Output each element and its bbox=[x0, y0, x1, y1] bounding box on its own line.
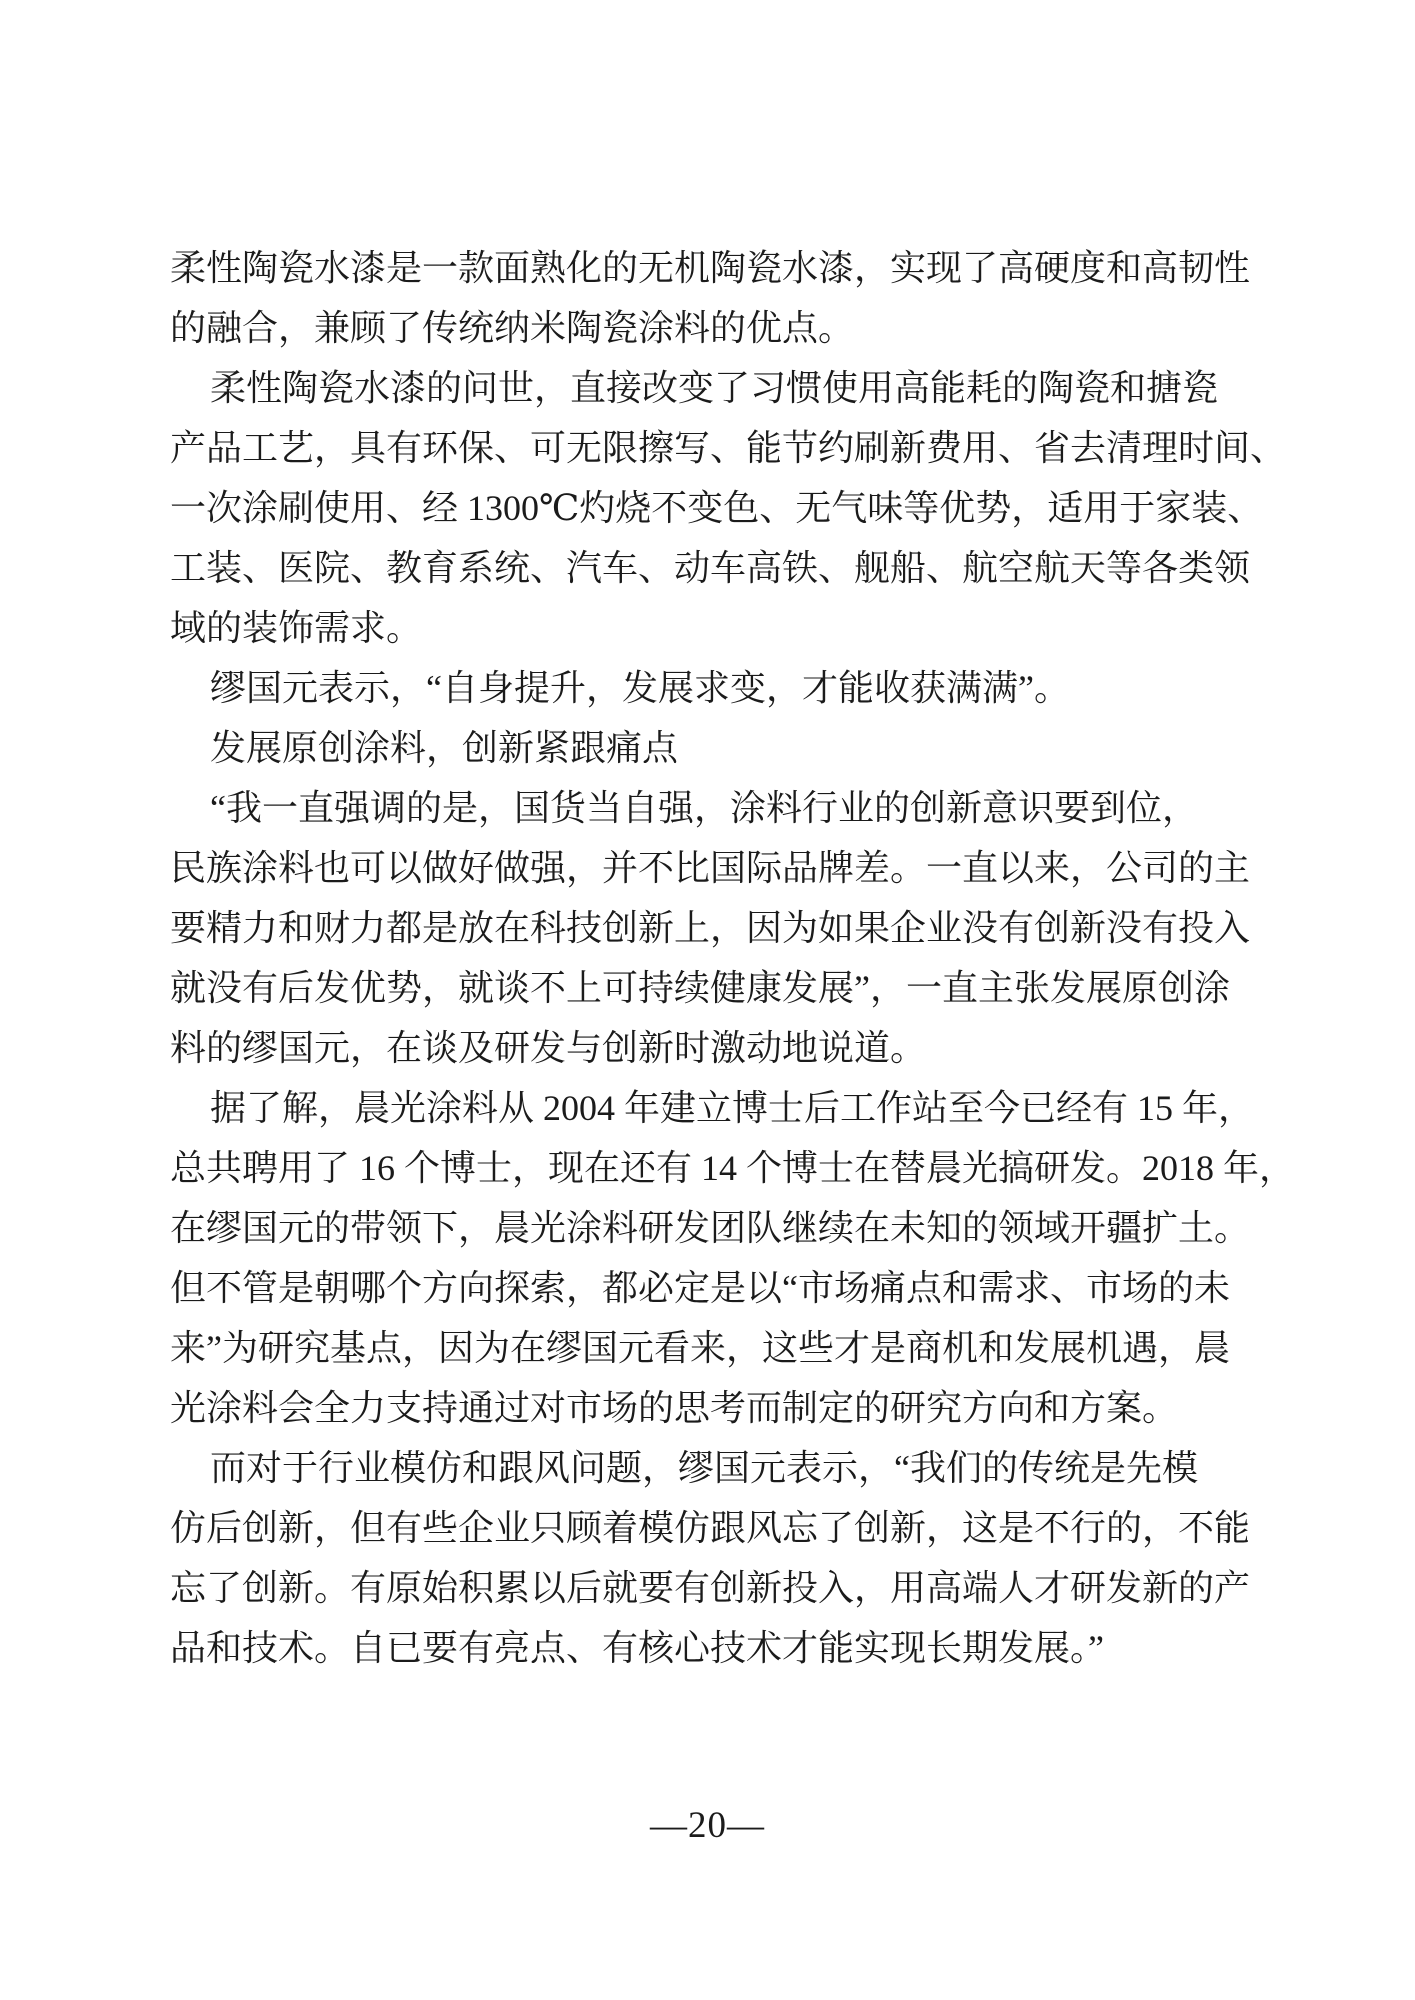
text-line: 据了解，晨光涂料从 2004 年建立博士后工作站至今已经有 15 年， bbox=[210, 1088, 1255, 1128]
text-line: 要精力和财力都是放在科技创新上，因为如果企业没有创新没有投入 bbox=[170, 908, 1251, 948]
text-line: 在缪国元的带领下，晨光涂料研发团队继续在未知的领域开疆扩土。 bbox=[170, 1208, 1251, 1248]
text-line: 总共聘用了 16 个博士，现在还有 14 个博士在替晨光搞研发。2018 年， bbox=[170, 1148, 1296, 1188]
text-line: 一次涂刷使用、经 1300℃灼烧不变色、无气味等优势，适用于家装、 bbox=[170, 488, 1264, 528]
text-line: 光涂料会全力支持通过对市场的思考而制定的研究方向和方案。 bbox=[170, 1388, 1179, 1428]
text-line: 但不管是朝哪个方向探索，都必定是以“市场痛点和需求、市场的未 bbox=[170, 1268, 1230, 1308]
text-line: 而对于行业模仿和跟风问题，缪国元表示，“我们的传统是先模 bbox=[210, 1448, 1198, 1488]
text-line: 产品工艺，具有环保、可无限擦写、能节约刷新费用、省去清理时间、 bbox=[170, 428, 1287, 468]
text-line: 忘了创新。有原始积累以后就要有创新投入，用高端人才研发新的产 bbox=[170, 1568, 1251, 1608]
text-line: “我一直强调的是，国货当自强，涂料行业的创新意识要到位， bbox=[210, 788, 1198, 828]
text-line: 域的装饰需求。 bbox=[170, 608, 423, 648]
text-line: 柔性陶瓷水漆的问世，直接改变了习惯使用高能耗的陶瓷和搪瓷 bbox=[210, 368, 1219, 408]
text-line: 民族涂料也可以做好做强，并不比国际品牌差。一直以来，公司的主 bbox=[170, 848, 1251, 888]
text-line: 缪国元表示，“自身提升，发展求变，才能收获满满”。 bbox=[210, 668, 1070, 708]
text-line: 品和技术。自已要有亮点、有核心技术才能实现长期发展。” bbox=[170, 1628, 1104, 1668]
text-line: 的融合，兼顾了传统纳米陶瓷涂料的优点。 bbox=[170, 308, 855, 348]
text-line: 料的缪国元，在谈及研发与创新时激动地说道。 bbox=[170, 1028, 927, 1068]
page-number: —20— bbox=[650, 1805, 765, 1846]
text-line: 柔性陶瓷水漆是一款面熟化的无机陶瓷水漆，实现了高硬度和高韧性 bbox=[170, 248, 1251, 288]
text-line: 就没有后发优势，就谈不上可持续健康发展”，一直主张发展原创涂 bbox=[170, 968, 1230, 1008]
text-line: 工装、医院、教育系统、汽车、动车高铁、舰船、航空航天等各类领 bbox=[170, 548, 1251, 588]
text-line: 来”为研究基点，因为在缪国元看来，这些才是商机和发展机遇，晨 bbox=[170, 1328, 1230, 1368]
text-line: 仿后创新，但有些企业只顾着模仿跟风忘了创新，这是不行的，不能 bbox=[170, 1508, 1251, 1548]
text-line: 发展原创涂料，创新紧跟痛点 bbox=[210, 728, 679, 768]
document-body bbox=[170, 238, 1296, 1678]
page-footer bbox=[0, 1806, 1415, 1846]
